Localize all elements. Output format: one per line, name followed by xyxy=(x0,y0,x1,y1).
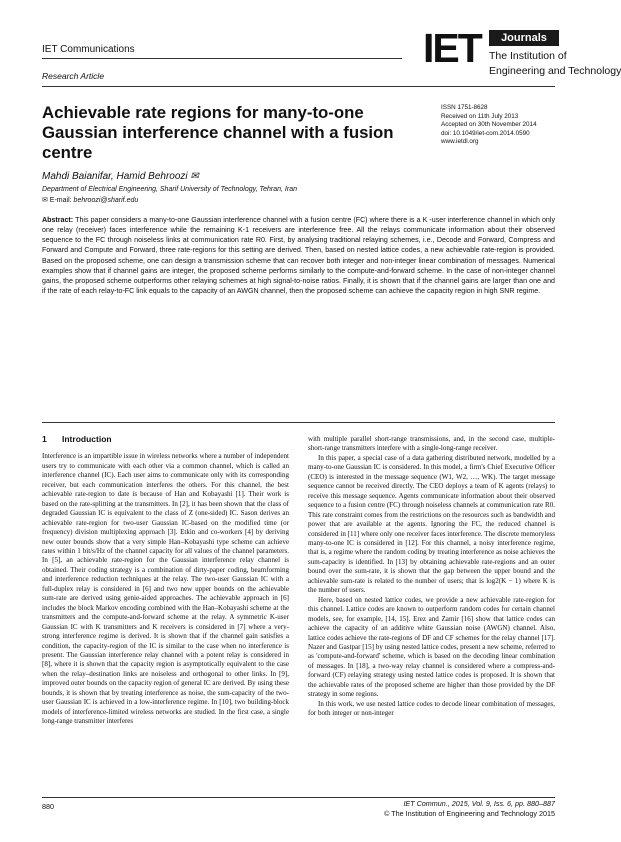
footer-rule xyxy=(42,797,555,798)
paragraph: In this paper, a special case of a data gathering distributed network, modelled by a many-to-one Gaussian IC is considered. In this model, a firm's Chief Executive Officer (CEO) is interested in the message sequence (W1, W2, …, WK). The target message sequence cannot be received directly. The CEO deploys a team of K agents (relays) to receive this message sequence. Agents communicate information about their observed sequence to a fusion centre (FC) through noiseless channels at communication rate R0. This rate constraint comes from the restrictions on the resources such as bandwidth and power that are available at the agents. Ignoring the FC, the reduced channel is considered in [11] where only one receiver faces interference. The discrete memoryless many-to-one IC is considered in [12]. For this channel, a noisy interference regime, that is, a regime where the random coding by treating interference as noise achieves the sum-capacity is identified. In [13] by obtaining achievable rate-regions and an outer bound over the sum-rate, it is shown that the gap between the upper bound and the achievable sum-rate is related to the number of users; that is log2(K − 1) where K is the number of users. xyxy=(308,453,555,595)
paragraph: In this work, we use nested lattice codes to decode linear combination of messages, for both integer or non-integer xyxy=(308,699,555,718)
email-label: ✉ E-mail: xyxy=(42,197,74,204)
journal-citation: IET Commun., 2015, Vol. 9, Iss. 6, pp. 880–887 xyxy=(403,799,555,808)
paragraph: Here, based on nested lattice codes, we provide a new achievable rate-region for this channel. Lattice codes are known to outperform random codes for certain channel models, see, for example, [14, 15]. Erez and Zamir [16] show that lattice codes can achieve the capacity of an additive white Gaussian noise (AWGN) channel. Also, lattice codes achieve the rate-regions of DF and CF schemes for the relay channel [17]. Nazer and Gastpar [15] by using nested lattice codes, present a new scheme, referred to as 'compute-and-forward' scheme, which is based on the decoding linear combination of messages. In [18], a two-way relay channel is considered where a compress-and-forward (CF) relaying strategy using nested lattice codes is proposed. It is shown that the achievable rates of the proposed scheme are higher than those provided by the DF strategy in some regions. xyxy=(308,595,555,699)
article-metadata xyxy=(441,104,581,147)
abstract-text: This paper considers a many-to-one Gaussian interference channel with a fusion centre (FC) where there is a K -user interference channel in which only one relay (receiver) faces interference while the remaining K-1 receivers are interference free. All the relays communicate information about their observed sequence to the FC through noiseless links at communication rate R0. First, by analysing traditional relaying schemes, i.e., Decode and Forward, Compress and Forward and Compute and Forward, three rate-regions for this setting are derived. Then, based on nested lattice codes, a new achievable rate-region is provided. Based on the proposed scheme, one can design a transmission scheme that can recover both integer and non-integer linear combination of messages. Numerical examples show that if channel gains are integer, the proposed scheme performs similarly to the compute-and-forward scheme. In the case of non-integer channel gains, the proposed scheme outperforms other relaying schemes at high signal-to-noise ratios. Finally, it is shown that if the channel gains are larger than one and if the rate of each relay-to-FC link equals to the capacity of an AWGN channel, then the proposed scheme can achieve the capacity region in high SNR regime. xyxy=(42,216,555,296)
header-rule-bottom xyxy=(42,86,555,87)
abstract-label: Abstract: xyxy=(42,216,74,224)
received-date: Received on 11th July 2013 xyxy=(441,112,519,120)
paragraph: with multiple parallel short-range transmissions, and, in the second case, multiple-short-range transmitters interfere with a single-long-range receiver. xyxy=(308,435,555,453)
issn: ISSN 1751-8628 xyxy=(441,104,488,111)
section-title: Introduction xyxy=(62,434,112,444)
abstract xyxy=(42,215,555,296)
authors: Mahdi Baianifar, Hamid Behroozi ✉ xyxy=(42,171,199,182)
email-line xyxy=(42,196,138,204)
accepted-date: Accepted on 30th November 2014 xyxy=(441,121,537,128)
institution-line-1: The Institution of xyxy=(489,50,567,62)
affiliation: Department of Electrical Engineering, Sharif University of Technology, Tehran, Iran xyxy=(42,186,297,193)
iet-logo-mark: IET xyxy=(423,25,481,71)
section-number: 1 xyxy=(42,434,47,444)
journals-badge: Journals xyxy=(489,30,559,46)
paragraph: Interference is an impartible issue in wireless networks where a number of independent users try to communicate with each other via a common channel, which is called an interference channel (IC). Each user aims to communicate only with its corresponding receiver, but each communication interferes the others. For this channel, the best achievable rate-region to date is because of Han and Kobayashi [1]. Their work is based on the rate-splitting at the transmitters. In [2], it has been shown that the class of degraded Gaussian IC is equivalent to the class of Z (one-sided) IC. Sason derives an achievable rate-region for two-user Gaussian IC-based on the modified time (or frequency) division multiplexing approach [3]. Etkin and co-workers [4] by deriving new outer bounds show that a very simple Han–Kobayashi type scheme can achieve rates within 1 bit/s/Hz of the channel capacity for all values of the channel parameters. In [5], an achievable rate-region for the Gaussian interference relay channel is obtained. Their coding strategy is a combination of dirty-paper coding, beamforming and interference reduction techniques at the relay. The two-user Gaussian IC with a full-duplex relay is considered in [6] and two new upper bounds on the achievable sum-rate are derived using genie-aided approaches. The achievable approach in [6] includes the block Markov encoding combined with the Han–Kobayashi scheme at the transmitters and the compute-and-forward scheme at the relay. A symmetric K-user Gaussian IC with K transmitters and K receivers is considered in [7] where a very-strong interference regime is derived. It is shown that if the channel gain satisfies a condition, the capacity-region of the IC is similar to the case when no interference is present. The Gaussian interference relay channel with a potent relay is considered in [8], where it is shown that the capacity region is asymptotically equivalent to the case when the relay–destination links are noiseless and orthogonal to other links. In [9], improved outer bounds on the capacity region of general IC are derived. By using these bounds, it is shown that by treating interference as noise, the sum-capacity of the two-user Gaussian IC is achieved in a low-interference regime. In [10], two building-block models of interference-limited wireless networks are studied. In the first case, a single long-range transmitter interferes xyxy=(42,452,289,726)
abstract-rule xyxy=(42,422,555,423)
article-type: Research Article xyxy=(42,71,105,81)
column-right xyxy=(308,435,555,719)
institution-line-2: Engineering and Technology xyxy=(489,65,621,77)
footer-citation xyxy=(384,799,555,818)
website: www.ietdl.org xyxy=(441,138,479,145)
column-left xyxy=(42,435,289,727)
journal-name: IET Communications xyxy=(42,44,135,55)
section-heading xyxy=(42,435,289,444)
page-number: 880 xyxy=(42,802,54,811)
copyright: © The Institution of Engineering and Technology 2015 xyxy=(384,808,555,818)
paper-title: Achievable rate regions for many-to-one Gaussian interference channel with a fusion centre xyxy=(42,103,394,162)
iet-logo xyxy=(423,25,621,84)
header-rule xyxy=(42,58,402,59)
doi: doi: 10.1049/iet-com.2014.0590 xyxy=(441,129,530,137)
email-address[interactable]: behroozi@sharif.edu xyxy=(73,197,139,204)
